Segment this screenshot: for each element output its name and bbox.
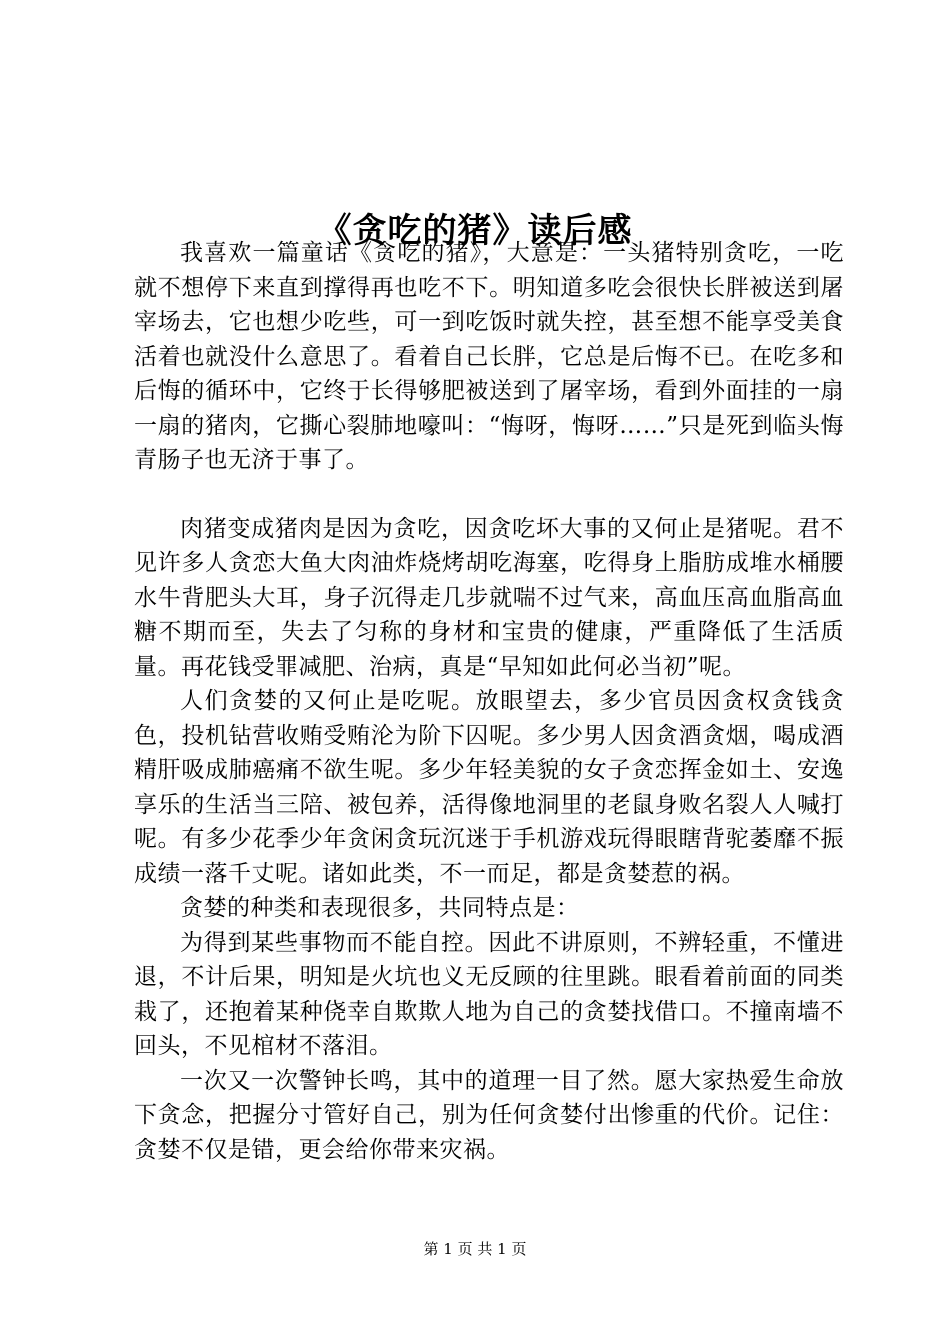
document-title: 《贪吃的猪》读后感 [317, 210, 633, 251]
paragraph-intro: 我喜欢一篇童话《贪吃的猪》，大意是：一头猪特别贪吃，一吃就不想停下来直到撑得再也吃不下。明知道多吃会很快长胖被送到屠宰场去，它也想少吃些，可一到吃饭时就失控，甚至想不能享受美食活着也就没什么意思了。看着自己长胖，它总是后悔不已。在吃多和后悔的循环中，它终于长得够肥被送到了屠宰场，看到外面挂的一扇一扇的猪肉，它撕心裂肺地嚎叫：“悔呀，悔呀……”只是死到临头悔青肠子也无济于事了。 [134, 240, 844, 473]
paragraph-greed-traits-lead: 贪婪的种类和表现很多，共同特点是： [180, 895, 580, 921]
paragraph-greed-examples: 人们贪婪的又何止是吃呢。放眼望去，多少官员因贪权贪钱贪色，投机钻营收贿受贿沦为阶下囚呢。多少男人因贪酒贪烟，喝成酒精肝吸成肺癌痛不欲生呢。多少年轻美貌的女子贪恋挥金如土、安逸享乐的生活当三陪、被包养，活得像地洞里的老鼠身败名裂人人喊打呢。有多少花季少年贪闲贪玩沉迷于手机游戏玩得眼瞎背驼萎靡不振成绩一落千丈呢。诸如此类，不一而足，都是贪婪惹的祸。 [134, 688, 844, 887]
document-body [134, 236, 844, 1167]
paragraph-conclusion: 一次又一次警钟长鸣，其中的道理一目了然。愿大家热爱生命放下贪念，把握分寸管好自己，别为任何贪婪付出惨重的代价。记住：贪婪不仅是错，更会给你带来灾祸。 [134, 1067, 844, 1163]
paragraph-gluttony: 肉猪变成猪肉是因为贪吃，因贪吃坏大事的又何止是猪呢。君不见许多人贪恋大鱼大肉油炸烧烤胡吃海塞，吃得身上脂肪成堆水桶腰水牛背肥头大耳，身子沉得走几步就喘不过气来，高血压高血脂高血糖不期而至，失去了匀称的身材和宝贵的健康，严重降低了生活质量。再花钱受罪减肥、治病，真是“早知如此何必当初”呢。 [134, 515, 844, 680]
page-number-footer: 第 1 页 共 1 页 [423, 1240, 527, 1258]
paragraph-greed-traits: 为得到某些事物而不能自控。因此不讲原则，不辨轻重，不懂进退，不计后果，明知是火坑也义无反顾的往里跳。眼看着前面的同类栽了，还抱着某种侥幸自欺欺人地为自己的贪婪找借口。不撞南墙不回头，不见棺材不落泪。 [134, 929, 844, 1059]
